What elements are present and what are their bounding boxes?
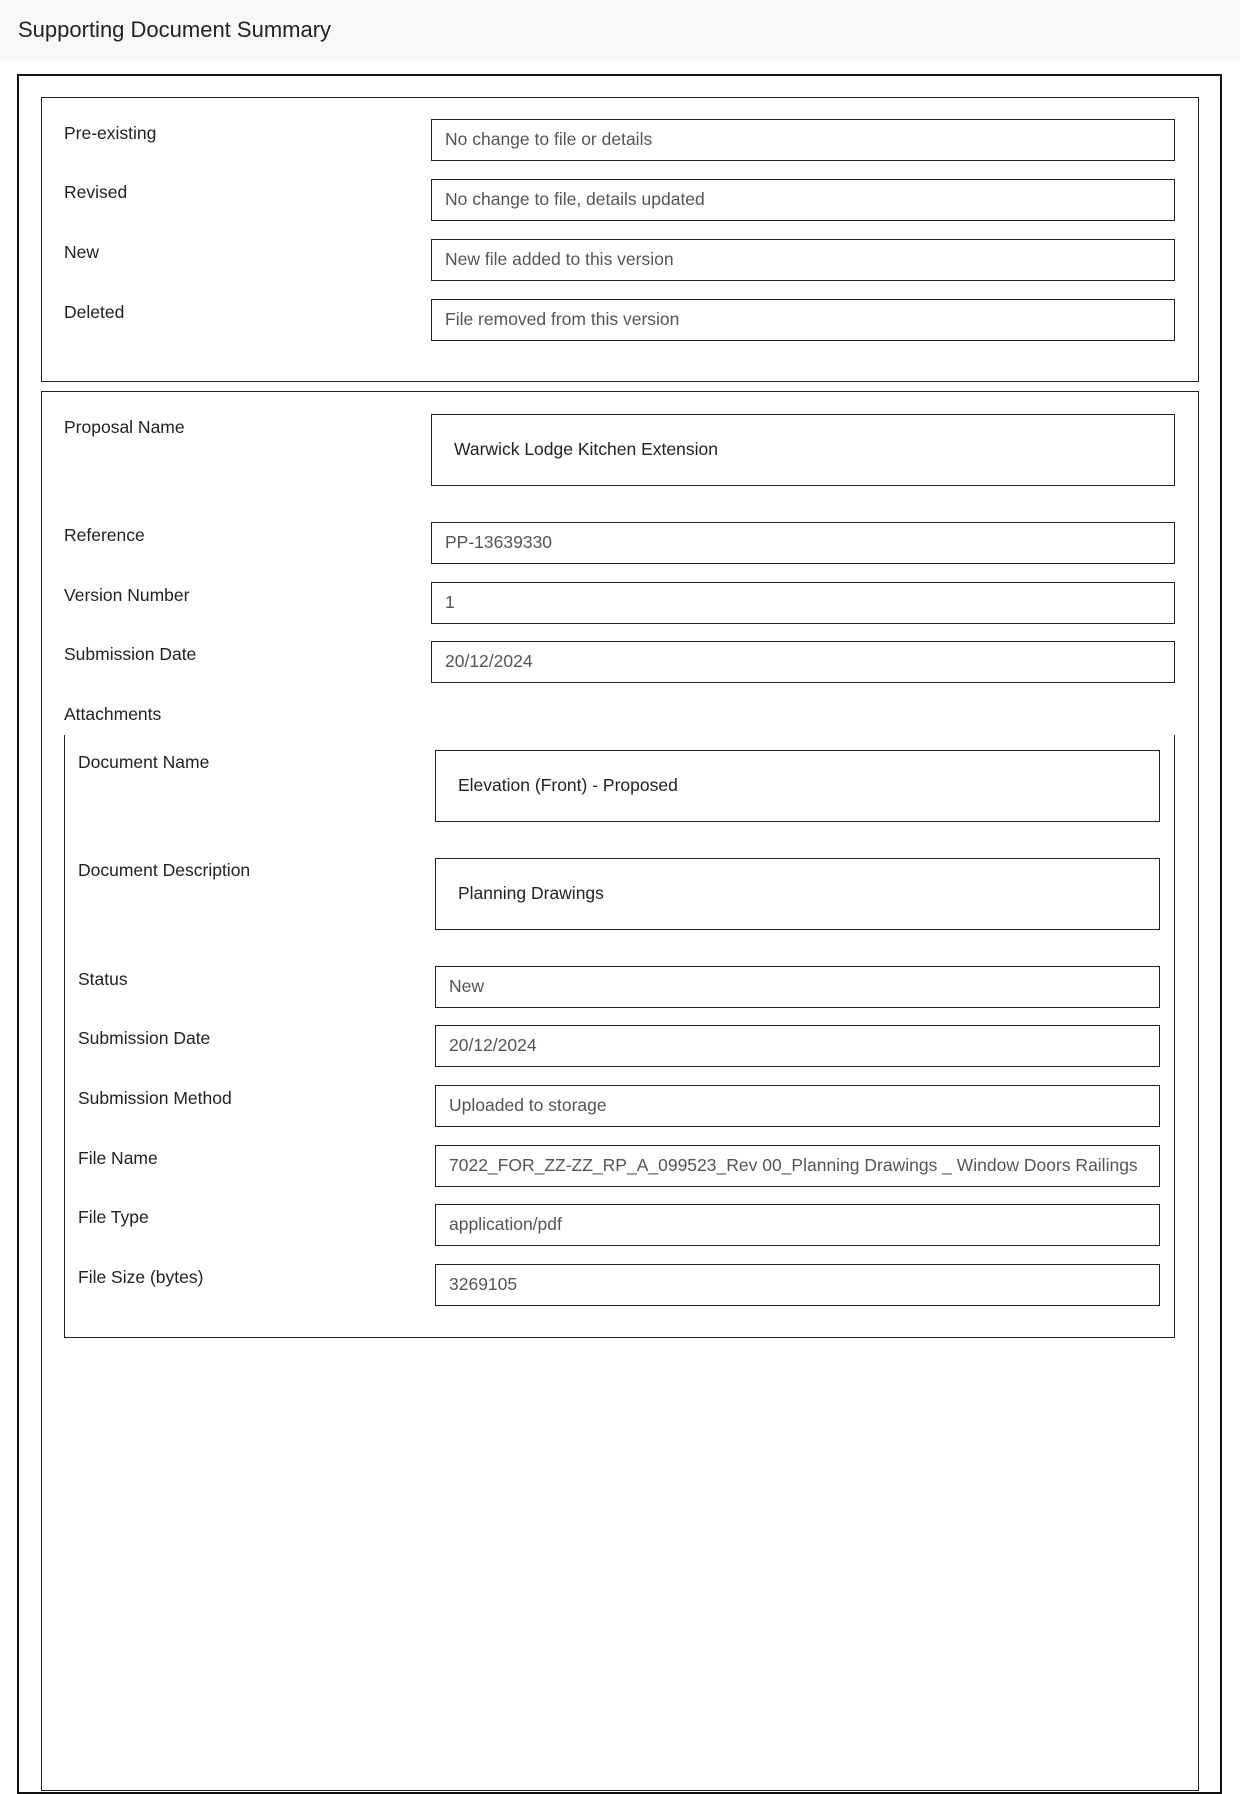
document-description-field: Planning Drawings	[435, 858, 1160, 930]
submission-method-field: Uploaded to storage	[435, 1085, 1160, 1127]
page-header	[0, 0, 1240, 61]
file-type-label: File Type	[78, 1207, 149, 1227]
file-name-field: 7022_FOR_ZZ-ZZ_RP_A_099523_Rev 00_Planning Drawings _ Window Doors Railings	[435, 1145, 1160, 1187]
legend-label-pre-existing: Pre-existing	[64, 123, 157, 143]
document-name-label: Document Name	[78, 752, 210, 772]
status-field: New	[435, 966, 1160, 1008]
legend-label-new: New	[64, 242, 100, 262]
legend-label-deleted: Deleted	[64, 302, 125, 322]
page-title: Supporting Document Summary	[18, 17, 332, 42]
attachments-label: Attachments	[64, 704, 162, 724]
status-label: Status	[78, 969, 128, 989]
file-type-field: application/pdf	[435, 1204, 1160, 1246]
legend-value-revised: No change to file, details updated	[431, 179, 1175, 221]
submission-date-label: Submission Date	[64, 644, 197, 664]
file-size-label: File Size (bytes)	[78, 1267, 204, 1287]
reference-label: Reference	[64, 525, 145, 545]
proposal-name-field: Warwick Lodge Kitchen Extension	[431, 414, 1175, 486]
legend-value-deleted: File removed from this version	[431, 299, 1175, 341]
document-name-field: Elevation (Front) - Proposed	[435, 750, 1160, 822]
proposal-name-label: Proposal Name	[64, 417, 185, 437]
document-description-label: Document Description	[78, 860, 251, 880]
submission-method-label: Submission Method	[78, 1088, 232, 1108]
file-size-field: 3269105	[435, 1264, 1160, 1306]
attachment-date-field: 20/12/2024	[435, 1025, 1160, 1067]
legend-label-revised: Revised	[64, 182, 128, 202]
legend-value-pre-existing: No change to file or details	[431, 119, 1175, 161]
version-field: 1	[431, 582, 1175, 624]
reference-field: PP-13639330	[431, 522, 1175, 564]
attachment-date-label: Submission Date	[78, 1028, 211, 1048]
version-label: Version Number	[64, 585, 190, 605]
file-name-label: File Name	[78, 1148, 158, 1168]
legend-value-new: New file added to this version	[431, 239, 1175, 281]
submission-date-field: 20/12/2024	[431, 641, 1175, 683]
